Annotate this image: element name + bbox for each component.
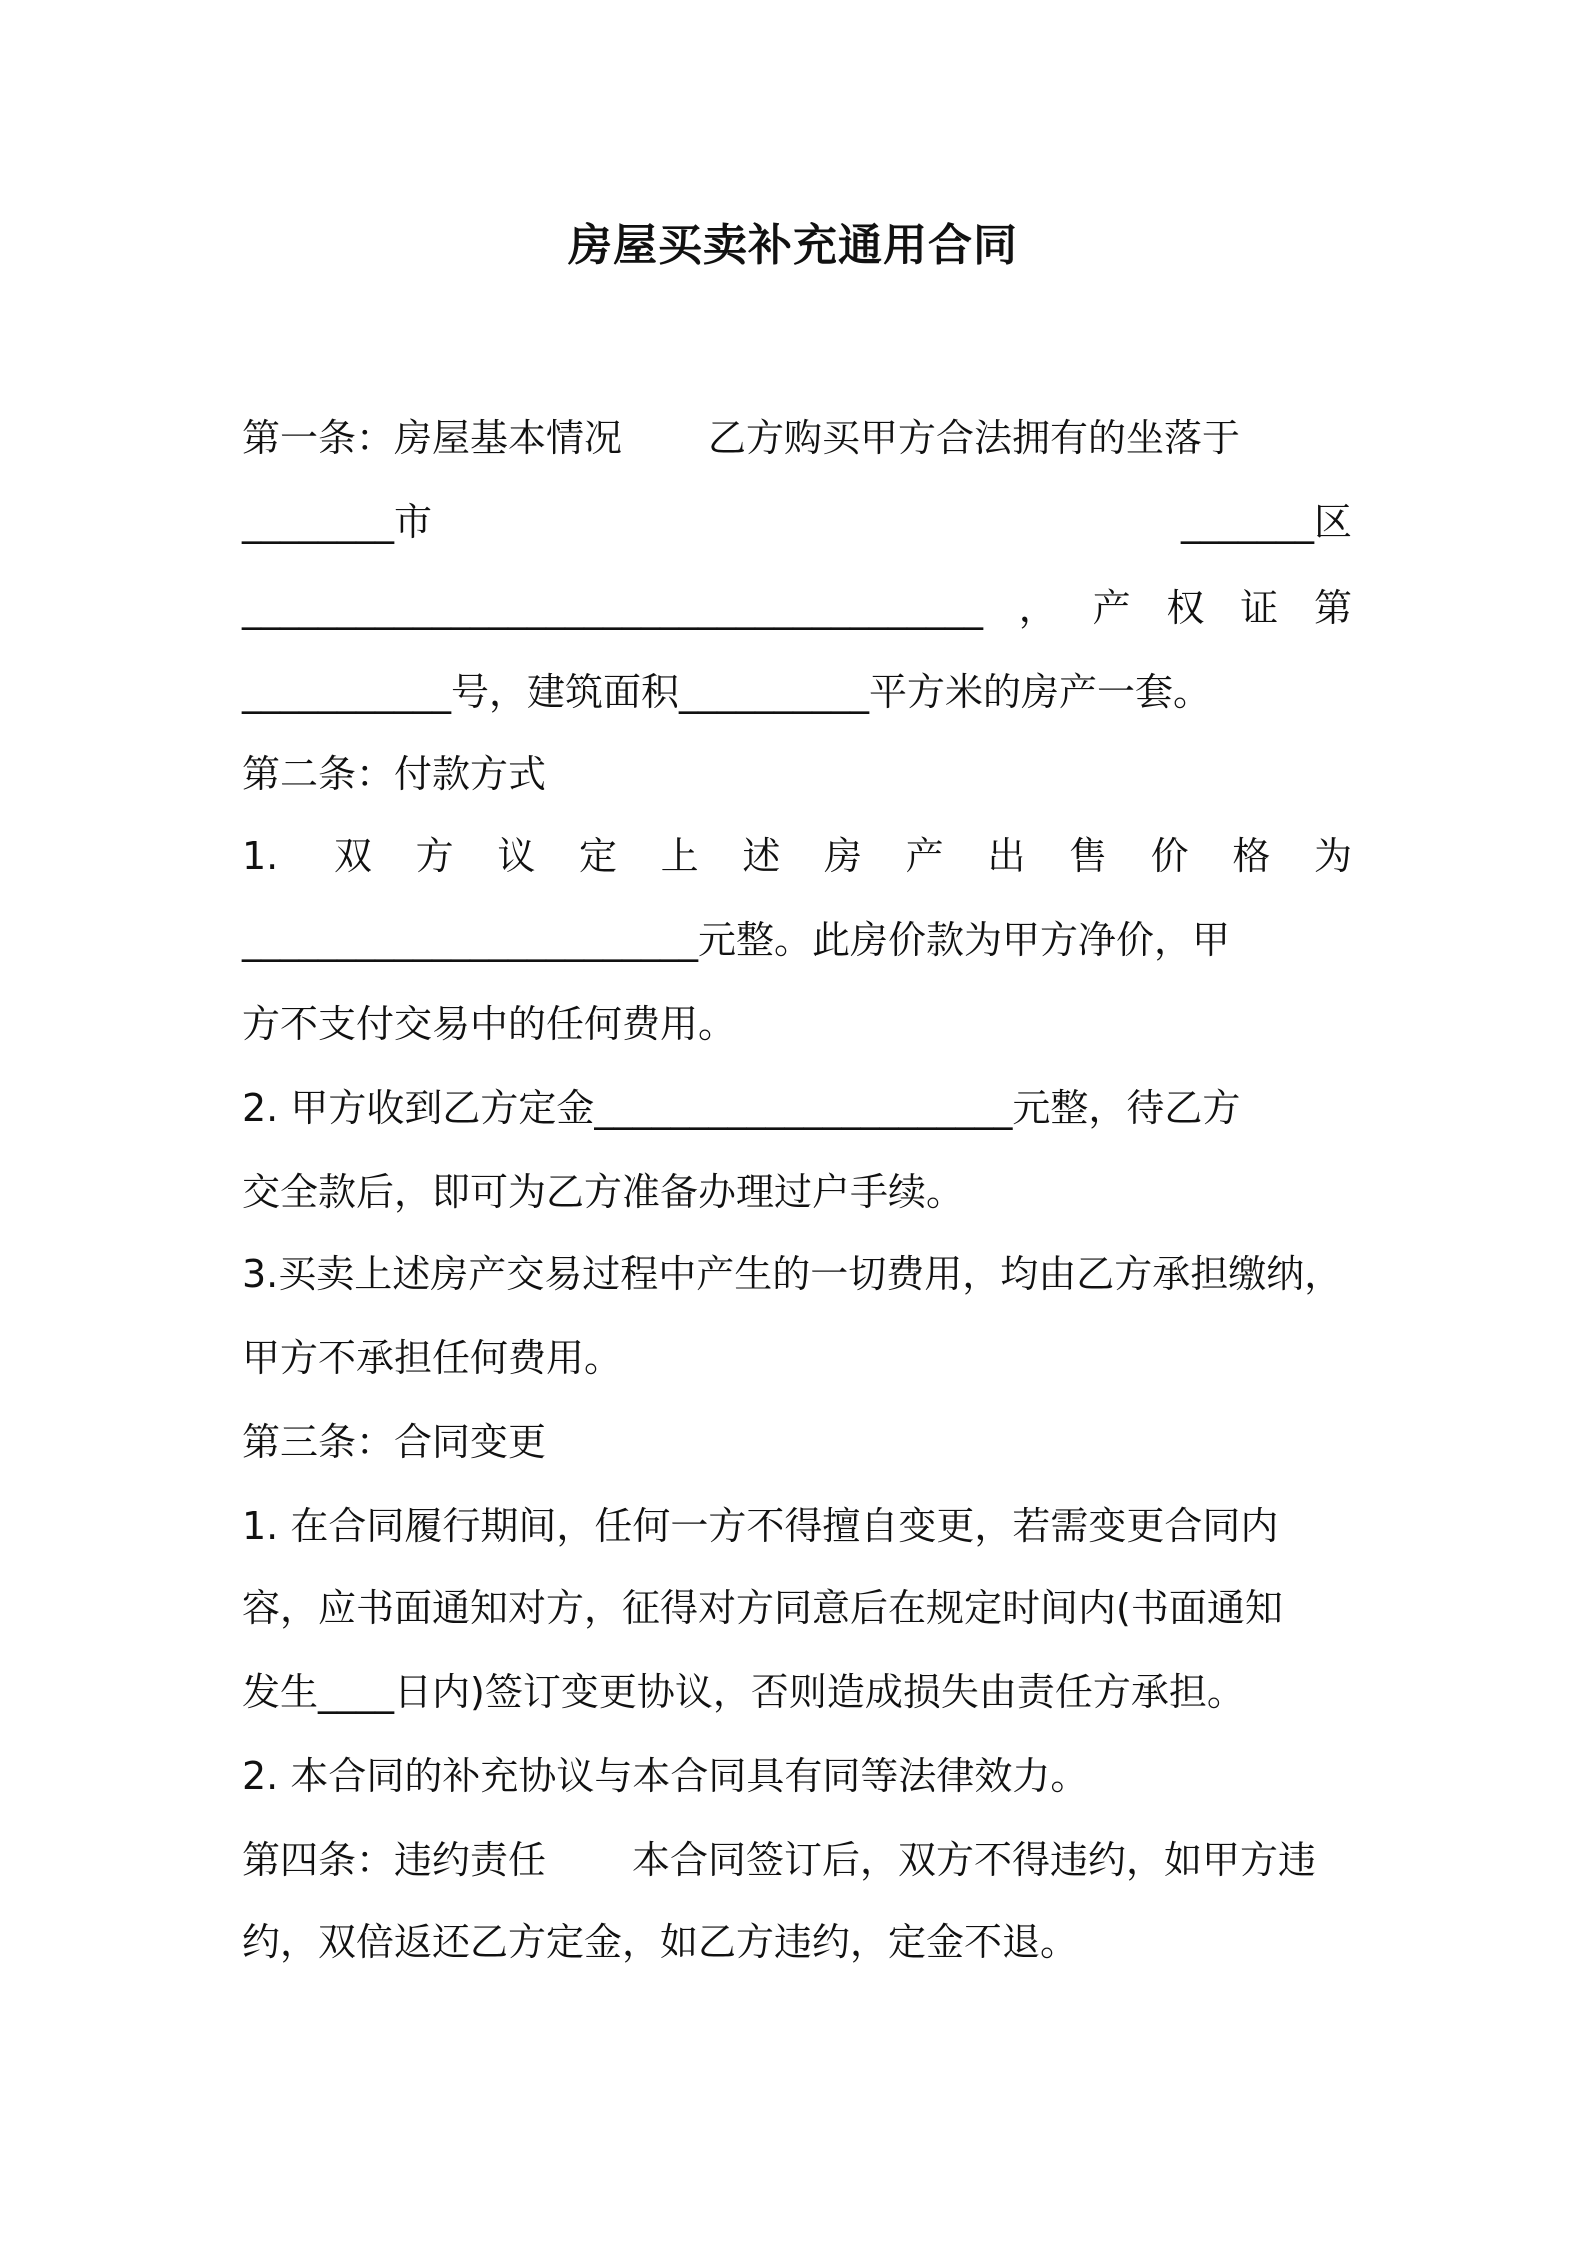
article-4-line-2: 约，双倍返还乙方定金，如乙方违约，定金不退。 [242, 1920, 1079, 1964]
city-blank: ________市 [242, 500, 433, 544]
article-2-line-4: 2. 甲方收到乙方定金______________________元整，待乙方 [242, 1086, 1241, 1130]
article-3-line-3: 发生____日内)签订变更协议，否则造成损失由责任方承担。 [242, 1670, 1245, 1714]
article-1-heading: 第一条：房屋基本情况 [242, 416, 623, 460]
article-4-heading: 第四条：违约责任 [242, 1838, 547, 1882]
article-2-heading: 第二条：付款方式 [242, 752, 547, 796]
article-2-line-5: 交全款后，即可为乙方准备办理过户手续。 [242, 1170, 965, 1214]
article-2-line-3: 方不支付交易中的任何费用。 [242, 1002, 737, 1046]
article-2-line-1: 1. 双方议定上述房产出售价格为 [242, 834, 1352, 878]
article-4-line-1 [242, 1832, 1352, 1888]
article-1-line-1 [242, 410, 1352, 466]
article-2-line-6: 3.买卖上述房产交易过程中产生的一切费用，均由乙方承担缴纳， [242, 1252, 1343, 1296]
article-1-line-4: ___________号，建筑面积__________平方米的房产一套。 [242, 670, 1212, 714]
article-1-line-3: _______________________________________，产权证第 [242, 586, 1352, 630]
district-blank: _______区 [1180, 500, 1352, 544]
article-3-line-2: 容，应书面通知对方，征得对方同意后在规定时间内(书面通知 [242, 1586, 1283, 1630]
article-2-line-2: ________________________元整。此房价款为甲方净价，甲 [242, 918, 1231, 962]
article-4-text: 本合同签订后，双方不得违约，如甲方违 [632, 1838, 1317, 1882]
article-1-text: 乙方购买甲方合法拥有的坐落于 [708, 416, 1241, 460]
article-2-line-7: 甲方不承担任何费用。 [242, 1336, 623, 1380]
article-3-line-1: 1. 在合同履行期间，任何一方不得擅自变更，若需变更合同内 [242, 1504, 1279, 1548]
article-1-line-2 [242, 494, 1352, 550]
document-title: 房屋买卖补充通用合同 [568, 220, 1018, 271]
article-3-line-4: 2. 本合同的补充协议与本合同具有同等法律效力。 [242, 1754, 1089, 1798]
article-3-heading: 第三条：合同变更 [242, 1420, 547, 1464]
